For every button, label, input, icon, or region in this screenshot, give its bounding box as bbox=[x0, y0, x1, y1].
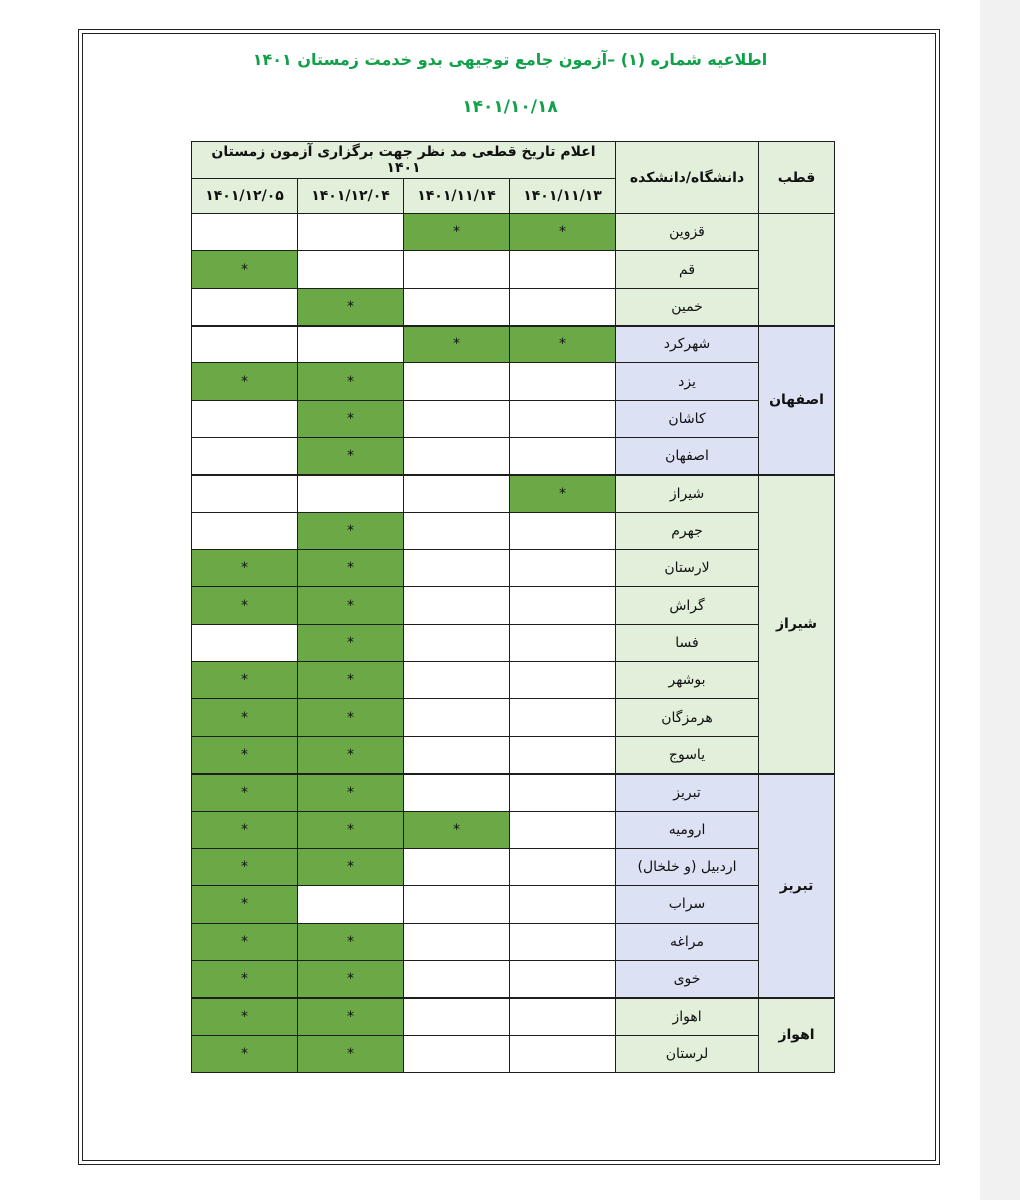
date-mark-cell bbox=[510, 811, 616, 848]
university-cell: اصفهان bbox=[616, 438, 759, 475]
table-row bbox=[192, 1035, 835, 1072]
region-cell bbox=[759, 214, 835, 326]
date-mark-cell: * bbox=[298, 512, 404, 549]
university-cell: ارومیه bbox=[616, 811, 759, 848]
date-mark-cell bbox=[510, 699, 616, 736]
date-mark-cell: * bbox=[298, 699, 404, 736]
date-mark-cell: * bbox=[192, 662, 298, 699]
date-mark-cell bbox=[404, 550, 510, 587]
header-date-group: اعلام تاریخ قطعی مد نظر جهت برگزاری آزمون زمستان ۱۴۰۱ bbox=[192, 142, 616, 179]
date-mark-cell: * bbox=[192, 587, 298, 624]
date-mark-cell bbox=[510, 774, 616, 811]
table-row bbox=[192, 811, 835, 848]
date-mark-cell: * bbox=[192, 886, 298, 923]
table-row bbox=[192, 512, 835, 549]
table-row bbox=[192, 998, 835, 1035]
date-mark-cell bbox=[510, 998, 616, 1035]
university-cell: فسا bbox=[616, 624, 759, 661]
header-date-4: ۱۴۰۱/۱۲/۰۵ bbox=[192, 179, 298, 214]
date-mark-cell bbox=[404, 736, 510, 773]
university-cell: هرمزگان bbox=[616, 699, 759, 736]
date-mark-cell bbox=[404, 251, 510, 288]
date-mark-cell: * bbox=[298, 288, 404, 325]
date-mark-cell bbox=[298, 326, 404, 363]
date-mark-cell bbox=[510, 400, 616, 437]
date-mark-cell bbox=[192, 624, 298, 661]
university-cell: اهواز bbox=[616, 998, 759, 1035]
date-mark-cell bbox=[510, 438, 616, 475]
table-row bbox=[192, 923, 835, 960]
date-mark-cell bbox=[510, 587, 616, 624]
date-mark-cell: * bbox=[192, 550, 298, 587]
date-mark-cell bbox=[510, 886, 616, 923]
university-cell: لارستان bbox=[616, 550, 759, 587]
date-mark-cell bbox=[404, 400, 510, 437]
date-mark-cell bbox=[404, 886, 510, 923]
date-mark-cell: * bbox=[192, 251, 298, 288]
date-mark-cell: * bbox=[298, 960, 404, 997]
university-cell: بوشهر bbox=[616, 662, 759, 699]
table-row bbox=[192, 400, 835, 437]
university-cell: قزوین bbox=[616, 214, 759, 251]
date-mark-cell bbox=[404, 624, 510, 661]
university-cell: یاسوج bbox=[616, 736, 759, 773]
university-cell: خوی bbox=[616, 960, 759, 997]
university-cell: شیراز bbox=[616, 475, 759, 512]
date-mark-cell: * bbox=[298, 438, 404, 475]
date-mark-cell bbox=[404, 923, 510, 960]
table-row bbox=[192, 363, 835, 400]
notice-date: ۱۴۰۱/۱۰/۱۸ bbox=[462, 97, 558, 117]
table-row bbox=[192, 550, 835, 587]
date-mark-cell: * bbox=[298, 550, 404, 587]
notice-title: اطلاعیه شماره (۱) –آزمون جامع توجیهی بدو خدمت زمستان ۱۴۰۱ bbox=[252, 50, 768, 69]
header-date-1: ۱۴۰۱/۱۱/۱۳ bbox=[510, 179, 616, 214]
date-mark-cell bbox=[404, 438, 510, 475]
university-cell: کاشان bbox=[616, 400, 759, 437]
region-cell: تبریز bbox=[759, 774, 835, 998]
date-mark-cell bbox=[298, 214, 404, 251]
date-mark-cell bbox=[510, 512, 616, 549]
date-mark-cell bbox=[404, 848, 510, 885]
table-row bbox=[192, 587, 835, 624]
date-mark-cell: * bbox=[404, 811, 510, 848]
date-mark-cell: * bbox=[404, 326, 510, 363]
date-mark-cell bbox=[404, 960, 510, 997]
date-mark-cell bbox=[298, 475, 404, 512]
table-row bbox=[192, 886, 835, 923]
date-mark-cell: * bbox=[298, 400, 404, 437]
table-row bbox=[192, 662, 835, 699]
table-row bbox=[192, 438, 835, 475]
university-cell: اردبیل (و خلخال) bbox=[616, 848, 759, 885]
date-mark-cell: * bbox=[298, 363, 404, 400]
region-cell: اهواز bbox=[759, 998, 835, 1073]
date-mark-cell: * bbox=[192, 848, 298, 885]
date-mark-cell: * bbox=[298, 624, 404, 661]
date-mark-cell: * bbox=[192, 998, 298, 1035]
date-mark-cell bbox=[510, 550, 616, 587]
university-cell: جهرم bbox=[616, 512, 759, 549]
exam-schedule-table bbox=[191, 141, 835, 1073]
date-mark-cell bbox=[404, 1035, 510, 1072]
date-mark-cell bbox=[404, 363, 510, 400]
table-row bbox=[192, 699, 835, 736]
date-mark-cell bbox=[192, 512, 298, 549]
region-cell: شیراز bbox=[759, 475, 835, 774]
university-cell: گراش bbox=[616, 587, 759, 624]
date-mark-cell: * bbox=[510, 214, 616, 251]
date-mark-cell bbox=[298, 886, 404, 923]
date-mark-cell bbox=[510, 1035, 616, 1072]
date-mark-cell bbox=[192, 214, 298, 251]
date-mark-cell: * bbox=[298, 848, 404, 885]
schedule-body bbox=[192, 214, 835, 1073]
date-mark-cell: * bbox=[192, 699, 298, 736]
table-row bbox=[192, 326, 835, 363]
date-mark-cell: * bbox=[298, 774, 404, 811]
date-mark-cell: * bbox=[192, 774, 298, 811]
date-mark-cell: * bbox=[298, 998, 404, 1035]
date-mark-cell: * bbox=[192, 923, 298, 960]
date-mark-cell: * bbox=[298, 587, 404, 624]
date-mark-cell bbox=[404, 475, 510, 512]
university-cell: مراغه bbox=[616, 923, 759, 960]
date-mark-cell bbox=[510, 960, 616, 997]
table-row bbox=[192, 251, 835, 288]
header-region: قطب bbox=[759, 142, 835, 214]
date-mark-cell bbox=[192, 400, 298, 437]
scrollbar-track[interactable] bbox=[980, 0, 1020, 1200]
header-date-2: ۱۴۰۱/۱۱/۱۴ bbox=[404, 179, 510, 214]
date-mark-cell: * bbox=[298, 1035, 404, 1072]
date-mark-cell: * bbox=[510, 475, 616, 512]
date-mark-cell: * bbox=[192, 363, 298, 400]
date-mark-cell bbox=[510, 251, 616, 288]
date-mark-cell bbox=[510, 736, 616, 773]
table-row bbox=[192, 736, 835, 773]
header-date-3: ۱۴۰۱/۱۲/۰۴ bbox=[298, 179, 404, 214]
university-cell: خمین bbox=[616, 288, 759, 325]
date-mark-cell bbox=[192, 326, 298, 363]
date-mark-cell bbox=[192, 288, 298, 325]
date-mark-cell bbox=[404, 998, 510, 1035]
table-row bbox=[192, 214, 835, 251]
date-mark-cell: * bbox=[192, 736, 298, 773]
header-university: دانشگاه/دانشکده bbox=[616, 142, 759, 214]
date-mark-cell bbox=[510, 288, 616, 325]
university-cell: تبریز bbox=[616, 774, 759, 811]
date-mark-cell bbox=[404, 662, 510, 699]
date-mark-cell: * bbox=[404, 214, 510, 251]
university-cell: قم bbox=[616, 251, 759, 288]
date-mark-cell: * bbox=[298, 923, 404, 960]
date-mark-cell: * bbox=[298, 662, 404, 699]
date-mark-cell bbox=[192, 475, 298, 512]
region-cell: اصفهان bbox=[759, 326, 835, 475]
date-mark-cell bbox=[510, 662, 616, 699]
date-mark-cell: * bbox=[298, 736, 404, 773]
date-mark-cell bbox=[192, 438, 298, 475]
date-mark-cell: * bbox=[192, 811, 298, 848]
university-cell: سراب bbox=[616, 886, 759, 923]
date-mark-cell bbox=[510, 624, 616, 661]
date-mark-cell bbox=[510, 923, 616, 960]
table-row bbox=[192, 774, 835, 811]
date-mark-cell: * bbox=[510, 326, 616, 363]
date-mark-cell: * bbox=[192, 1035, 298, 1072]
date-mark-cell bbox=[510, 363, 616, 400]
date-mark-cell bbox=[404, 288, 510, 325]
date-mark-cell bbox=[404, 587, 510, 624]
date-mark-cell bbox=[510, 848, 616, 885]
date-mark-cell: * bbox=[192, 960, 298, 997]
table-row bbox=[192, 475, 835, 512]
table-row bbox=[192, 288, 835, 325]
date-mark-cell bbox=[404, 774, 510, 811]
date-mark-cell bbox=[404, 512, 510, 549]
table-row bbox=[192, 624, 835, 661]
date-mark-cell bbox=[404, 699, 510, 736]
university-cell: یزد bbox=[616, 363, 759, 400]
university-cell: لرستان bbox=[616, 1035, 759, 1072]
university-cell: شهرکرد bbox=[616, 326, 759, 363]
table-row bbox=[192, 960, 835, 997]
date-mark-cell: * bbox=[298, 811, 404, 848]
date-mark-cell bbox=[298, 251, 404, 288]
table-row bbox=[192, 848, 835, 885]
